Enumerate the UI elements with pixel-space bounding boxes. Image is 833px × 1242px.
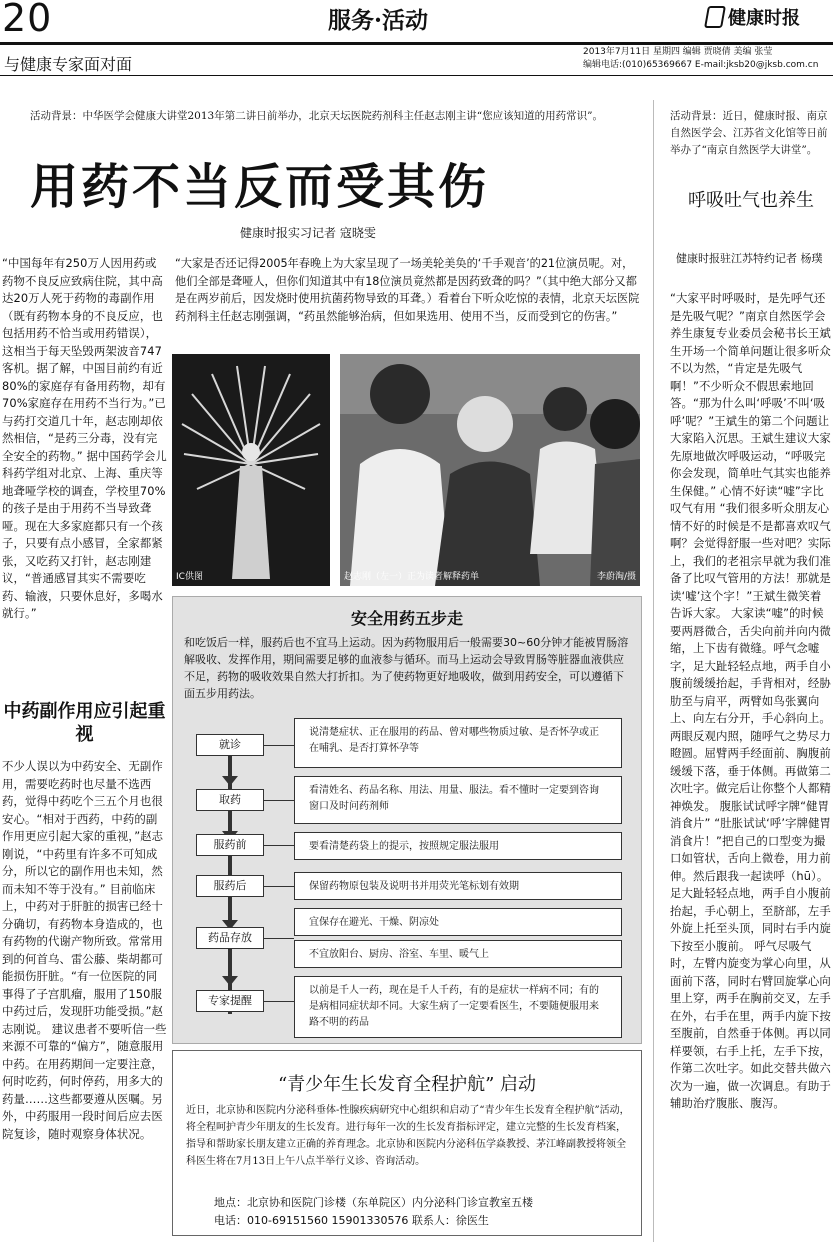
- notice-title: “青少年生长发育全程护航” 启动: [277, 1074, 537, 1095]
- thousand-hand-figure: [172, 354, 330, 586]
- safety-box-text: 和吃饭后一样，服药后也不宜马上运动。因为药物服用后一般需要30~60分钟才能被胃肠溶解吸收、发挥作用，期间需要足够的血液参与循环。而马上运动会导致胃肠等脏器血液供应不足，药物的吸收效果自然大打折扣。为了使药物更好地吸收，做到用药安全，可以遵循下面五步用药法。: [184, 636, 629, 700]
- connector: [264, 886, 294, 887]
- step-label: 专家提醒: [196, 990, 264, 1012]
- flow-arrow-icon: [222, 776, 238, 786]
- column-name: 与健康专家面对面: [4, 55, 133, 74]
- intro-paragraph: “大家是否还记得2005年春晚上为大家呈现了一场美轮美奂的‘千手观音’的21位演员呢。对，他们全部是聋哑人，但你们知道其中有18位演员竟然都是因药致聋的吗？”（其中绝大部分又都是在两岁前后，因发烧时使用抗菌药物导致的耳聋。）看着台下听众吃惊的表情，北京天坛医院药剂科主任赵志刚强调，“药虽然能够治病，但如果选用、使用不当，反而受到它的伤害。”: [175, 257, 640, 323]
- masthead-rule: [0, 42, 833, 45]
- connector: [264, 1001, 294, 1002]
- connector: [264, 938, 294, 939]
- connector: [264, 845, 294, 846]
- people-illustration: [340, 354, 640, 586]
- connector: [264, 800, 294, 801]
- step-label: 药品存放: [196, 927, 264, 949]
- dance-photo: [172, 354, 330, 586]
- logo-text: 健康时报: [728, 8, 800, 29]
- dateline: [583, 46, 818, 72]
- step-desc: 要看清楚药袋上的提示，按照规定服法服用: [294, 832, 622, 860]
- notice-address: 地点：北京协和医院门诊楼（东单院区）内分泌科门诊宣教室五楼: [214, 1196, 533, 1209]
- notice-contact: [214, 1194, 533, 1230]
- page-number: 20: [2, 0, 53, 40]
- notice-text: 近日，北京协和医院内分泌科垂体-性腺疾病研究中心组织和启动了“青少年生长发育全程护航”活动，将全程呵护青少年朋友的生长发育。进行每年一次的生长发育指标评定，建立完整的生长发育档案，指导和帮助家长朋友建立正确的养育理念。北京协和医院内分泌科伍学焱教授、茅江峰副教授将领全科医生将在7月13日上午八点半举行义诊、咨询活动。: [186, 1105, 630, 1167]
- right-byline: 健康时报驻江苏特约记者 杨璞: [676, 252, 823, 265]
- step-label: 取药: [196, 789, 264, 811]
- step-desc: 保留药物原包装及说明书并用荧光笔标划有效期: [294, 872, 622, 900]
- left-column-body-2: 不少人误以为中药安全、无副作用，需要吃药时也尽量不选西药，觉得中药吃个三五个月也很安心。“相对于西药，中药的副作用更应引起大家的重视，”赵志刚说，“中药里有许多不可知成分，所以它的副作用也未知，然而未知不等于没有。” 目前临床上，中药对于肝脏的损害已经十分确切，有药物本身造成的，也有药物的代谢产物所致。常常用到的何首乌、雷公藤、柴胡都可能损伤肝脏。“有一位医院的同事得了子宫肌瘤，服用了150服中药过后，发现肝功能受损。”赵志刚说。 建议患者不要听信一些来源不可靠的“偏方”，随意服用中药。在用药期间一定要注意，何时吃药，何时停药，用多大的药量……这些都要遵从医嘱。另外，中药服用一段时间后应去医院复诊，随时观察身体状况。: [2, 759, 167, 1141]
- headline: 用药不当反而受其伤: [30, 159, 490, 215]
- header-divider: [0, 75, 833, 76]
- step-label: 服药后: [196, 875, 264, 897]
- event-background: 活动背景：中华医学会健康大讲堂2013年第二讲日前举办，北京天坛医院药剂科主任赵志刚主讲“您应该知道的用药常识”。: [30, 110, 603, 122]
- step-label: 服药前: [196, 834, 264, 856]
- safety-box-title: 安全用药五步走: [350, 609, 463, 628]
- step-desc: 看清姓名、药品名称、用法、用量、服法。看不懂时一定要到咨询窗口及时问药剂师: [294, 776, 622, 824]
- masthead-logo: [706, 4, 800, 30]
- flow-arrow-icon: [222, 976, 238, 986]
- consultation-photo: [340, 354, 640, 586]
- step-desc: 以前是千人一药，现在是千人千药，有的是症状一样病不同；有的是病相同症状却不同。大家生病了一定要看医生，不要随便服用来路不明的药品: [294, 976, 622, 1038]
- connector: [264, 745, 294, 746]
- right-column-body: “大家平时呼吸时，是先呼气还是先吸气呢？”南京自然医学会养生康复专业委员会秘书长王斌生开场一个简单问题让很多听众不以为然，“肯定是先吸气啊！”不少听众不假思索地回答。“那为什么叫‘呼吸’不叫‘吸呼’呢？”王斌生的第二个问题让大家陷入沉思。王斌生建议大家先原地做次呼吸运动，“呼吸完你会发现，简单吐气其实也能养生保健。” 心情不好读“嘘”字比叹气有用 “我们很多听众朋友心情不好的时候是不是都喜欢叹气啊？会觉得舒服一些对吧？实际上，我们的老祖宗早就为我们准备了比叹气管用的方法！那就是读‘嘘’这个字！”王斌生微笑着告诉大家。 大家读“嘘”的时候要两唇微合，舌尖向前并向内微缩，上下齿有微缝。呼气念嘘字，足大趾轻轻点地，两手自小腹前缓缓抬起，手背相对，经胁肋至与肩平，两臂如鸟张翼向上、向左右分开，手心斜向上。两眼反观内照，随呼气之势尽力瞪圆。屈臂两手经面前、胸腹前缓缓下落，垂于体侧。再做第二次吐字。做完后让你整个人都精神焕发。 腹胀试试呼字牌“健胃消食片” “肚胀试试‘呼’字牌健胃消食片！”把自己的口型变为撮口如管状，舌向上微卷，用力前伸。然后跟我一起读呼（hū）。足大趾轻轻点地，两手自小腹前抬起，手心朝上，至脐部，左手外旋上托至头顶，同时右手内旋下按至小腹前。 呼气尽吸气时，左臂内旋变为掌心向里，从面前下落，同时右臂回旋掌心向里上穿，两手在胸前交叉，左手在外，右手在里，两手内旋下按至腹前，自然垂于体侧。再以同样要领，右手上托，左手下按，作第二次吐字。如此交替共做六次为一遍，做一次调息。有助于辅助治疗腹胀、腹泻。: [670, 291, 832, 1110]
- step-label: 就诊: [196, 734, 264, 756]
- photo2-credit: 李蔚淘/摄: [596, 572, 636, 582]
- contact-line: 编辑电话:(010)65369667 E-mail:jksb20@jksb.com.cn: [583, 60, 819, 70]
- section-title: 服务·活动: [328, 7, 429, 34]
- step-desc-2: 不宜放阳台、厨房、浴室、车里、暖气上: [294, 940, 622, 968]
- photo1-caption: IC供图: [176, 572, 203, 582]
- date-editor: 2013年7月11日 星期四 编辑 贾晓倩 美编 张莹: [583, 47, 773, 57]
- step-desc: 宜保存在避光、干燥、阴凉处: [294, 908, 622, 936]
- logo-icon: [704, 6, 726, 28]
- photo2-caption: 赵志刚（左一）正为读者解释药单: [344, 572, 480, 582]
- sub-heading: 中药副作用应引起重视: [3, 701, 166, 745]
- step-desc: 说清楚症状、正在服用的药品、曾对哪些物质过敏、是否怀孕或正在哺乳、是否打算怀孕等: [294, 718, 622, 768]
- byline: 健康时报实习记者 寇晓雯: [240, 226, 376, 240]
- notice-phone: 电话：010-69151560 15901330576 联系人：徐医生: [214, 1214, 489, 1227]
- left-column-body: “中国每年有250万人因用药或药物不良反应致病住院，其中高达20万人死于药物的毒副作用（既有药物本身的不良反应，也包括用药不恰当或用药错误），这相当于每天坠毁两架波音747客机。据了解，中国目前约有近80%的家庭存有备用药物，却有70%家庭存在用药不当行为。”已与药打交道几十年，赵志刚却依然相信，“是药三分毒，没有完全安全的药物。” 据中国药学会儿科药学组对北京、上海、重庆等地聋哑学校的调查，学校里70%的孩子是由于用药不当导致聋哑。现在大多家庭都只有一个孩子，只要有点小感冒，全家都紧张，又吃药又打针，赵志刚建议，“普通感冒其实不需要吃药、输液，只要休息好，多喝水就行。”: [2, 256, 167, 620]
- right-title: 呼吸吐气也养生: [688, 190, 814, 211]
- column-divider: [653, 100, 654, 1242]
- right-event-background: 活动背景：近日，健康时报、南京自然医学会、江苏省文化馆等日前举办了“南京自然医学大讲堂”。: [670, 110, 828, 156]
